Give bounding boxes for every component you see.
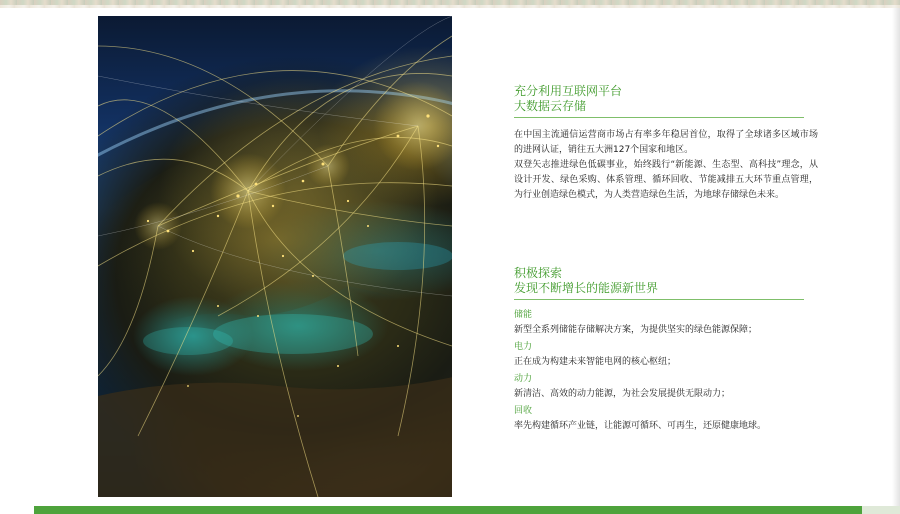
- top-decorative-strip-inner: [0, 5, 900, 8]
- item-motive-title: 动力: [514, 374, 533, 384]
- item-storage-title: 储能: [514, 310, 533, 320]
- earth-network-illustration: [98, 16, 452, 497]
- item-power-body: 正在成为构建未来智能电网的核心枢纽；: [514, 357, 677, 367]
- item-storage-body: 新型全系列储能存储解决方案，为提供坚实的绿色能源保障；: [514, 325, 758, 335]
- section1-divider: [514, 117, 804, 118]
- earth-network-photo: [98, 16, 452, 497]
- item-motive-body: 新清洁、高效的动力能源，为社会发展提供无限动力；: [514, 389, 731, 399]
- section1-paragraph2: 双登矢志推进绿色低碳事业，始终践行“新能源、生态型、高科技”理念，从设计开发、绿色采购、体系管理、循环回收、节能减排五大环节重点管理，为行业创造绿色模式，为人类营造绿色生活，为地球存储绿色未来。: [514, 160, 818, 200]
- item-recycle-title: 回收: [514, 406, 533, 416]
- bottom-green-bar: [34, 506, 862, 514]
- item-recycle-body: 率先构建循环产业链，让能源可循环、可再生，还原健康地球。: [514, 421, 767, 431]
- item-power-title: 电力: [514, 342, 533, 352]
- section1-title-line1: 充分利用互联网平台: [514, 84, 623, 98]
- section1-title-line2: 大数据云存储: [514, 99, 587, 113]
- page-fold-shadow: [892, 8, 900, 514]
- section-internet-platform: [514, 84, 818, 203]
- section2-divider: [514, 299, 804, 300]
- section2-title-line2: 发现不断增长的能源新世界: [514, 281, 659, 295]
- bottom-bar-end: [862, 506, 900, 514]
- section-energy-world: [514, 266, 818, 436]
- section2-title-line1: 积极探索: [514, 266, 563, 280]
- section1-paragraph1: 在中国主流通信运营商市场占有率多年稳居首位，取得了全球诸多区域市场的进网认证，销往五大洲127个国家和地区。: [514, 130, 818, 155]
